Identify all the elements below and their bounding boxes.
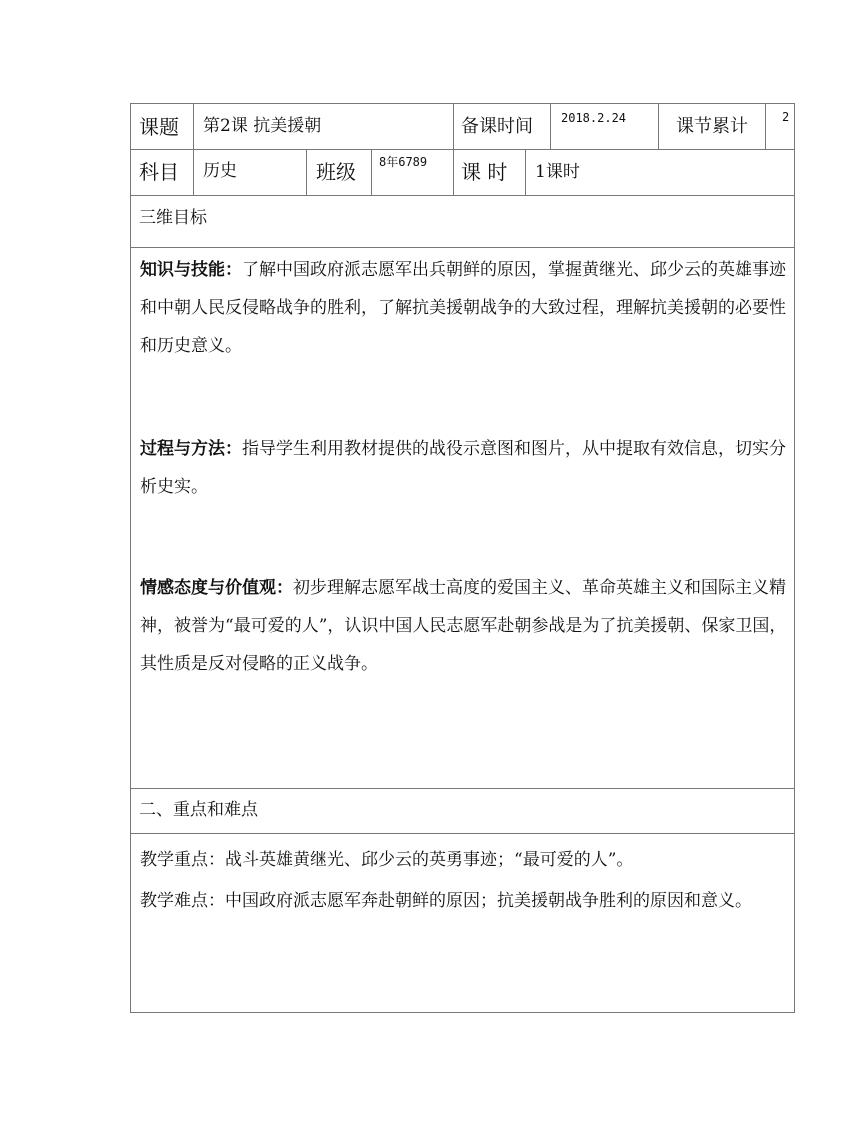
row-divider	[131, 833, 794, 834]
column-divider	[525, 149, 526, 195]
process-paragraph	[140, 430, 790, 506]
difficulty-paragraph: 教学难点：中国政府派志愿军奔赴朝鲜的原因；抗美援朝战争胜利的原因和意义。	[140, 891, 752, 911]
knowledge-label: 知识与技能：	[140, 260, 242, 280]
prep-time-value: 2018.2.24	[561, 111, 627, 125]
topic-value: 第2课 抗美援朝	[203, 116, 322, 136]
process-text: 指导学生利用教材提供的战役示意图和图片，从中提取有效信息，切实分析史实。	[140, 439, 786, 497]
class-label: 班级	[316, 160, 356, 184]
objectives-title: 三维目标	[139, 208, 207, 228]
column-divider	[193, 104, 194, 195]
row-divider	[131, 195, 794, 196]
row-divider	[131, 247, 794, 248]
column-divider	[550, 104, 551, 149]
column-divider	[453, 104, 454, 195]
knowledge-text: 了解中国政府派志愿军出兵朝鲜的原因，掌握黄继光、邱少云的英雄事迹和中朝人民反侵略战争的胜利，了解抗美援朝战争的大致过程，理解抗美援朝的必要性和历史意义。	[140, 260, 786, 356]
key-points-title: 二、重点和难点	[139, 800, 258, 820]
emotion-paragraph	[140, 569, 790, 683]
column-divider	[765, 104, 766, 149]
cumulative-value: 2	[782, 110, 790, 124]
cumulative-label: 课节累计	[676, 116, 748, 137]
lesson-plan-table	[130, 103, 795, 1013]
subject-value: 历史	[203, 161, 237, 181]
row-divider	[131, 788, 794, 789]
column-divider	[306, 149, 307, 195]
row-divider	[131, 149, 794, 150]
class-value: 8年6789	[379, 155, 428, 169]
knowledge-paragraph	[140, 251, 790, 365]
emotion-text: 初步理解志愿军战士高度的爱国主义、革命英雄主义和国际主义精神，被誉为“最可爱的人”，认识中国人民志愿军赴朝参战是为了抗美援朝、保家卫国，其性质是反对侵略的正义战争。	[140, 578, 787, 674]
period-label: 课 时	[461, 160, 508, 184]
process-label: 过程与方法：	[140, 439, 242, 459]
subject-label: 科目	[139, 160, 179, 184]
column-divider	[658, 104, 659, 149]
emotion-label: 情感态度与价值观：	[140, 578, 293, 598]
column-divider	[371, 149, 372, 195]
focus-paragraph: 教学重点：战斗英雄黄继光、邱少云的英勇事迹；“最可爱的人”。	[140, 850, 634, 870]
prep-time-label: 备课时间	[461, 116, 533, 137]
period-value: 1课时	[535, 162, 580, 182]
topic-label: 课题	[139, 115, 179, 139]
